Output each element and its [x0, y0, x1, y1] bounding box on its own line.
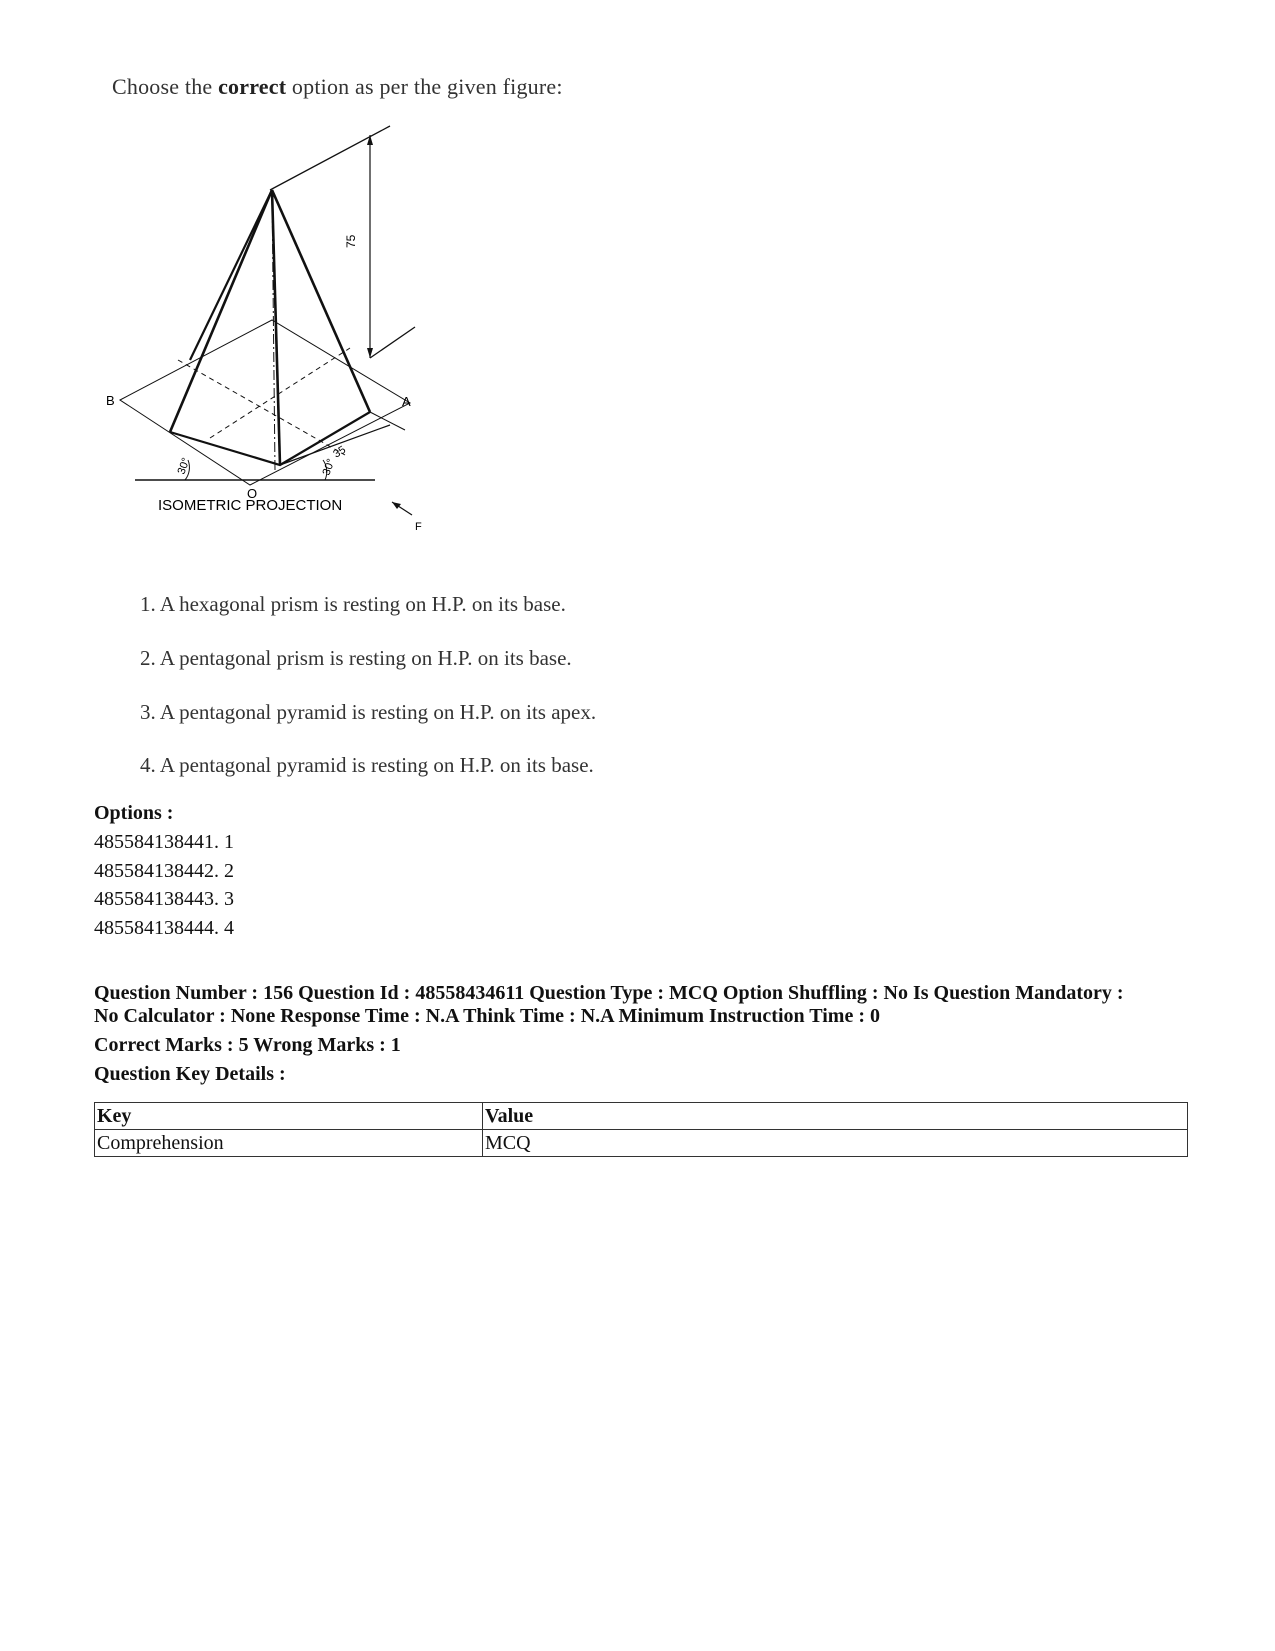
label-b: B: [106, 393, 115, 408]
angle-right: 30°: [320, 457, 338, 478]
option-1: 485584138441. 1: [94, 831, 234, 853]
question-meta-line1: Question Number : 156 Question Id : 48558434611 Question Type : MCQ Option Shuffling : No Is Question Mandatory :: [94, 982, 1124, 1004]
marks-line: Correct Marks : 5 Wrong Marks : 1: [94, 1034, 401, 1056]
option-2: 485584138442. 2: [94, 860, 234, 882]
option-4: 485584138444. 4: [94, 917, 234, 939]
question-meta-line2: No Calculator : None Response Time : N.A Think Time : N.A Minimum Instruction Time : 0: [94, 1005, 880, 1027]
label-f: F: [415, 521, 422, 533]
statement-2: 2. A pentagonal prism is resting on H.P. on its base.: [140, 646, 572, 670]
cell-key: Comprehension: [95, 1130, 483, 1157]
figure-caption: ISOMETRIC PROJECTION: [158, 497, 343, 514]
cell-value: MCQ: [483, 1130, 1188, 1157]
angle-left: 30°: [175, 456, 193, 477]
table-header-row: [95, 1103, 1188, 1130]
question-prompt: Choose the correct option as per the given figure:: [112, 74, 563, 99]
header-key: Key: [95, 1103, 483, 1130]
label-35: 35: [331, 443, 348, 461]
statement-1: 1. A hexagonal prism is resting on H.P. on its base.: [140, 592, 566, 616]
key-details-table: [94, 1102, 1188, 1157]
table-row: [95, 1130, 1188, 1157]
header-value: Value: [483, 1103, 1188, 1130]
options-heading: Options :: [94, 802, 174, 824]
option-3: 485584138443. 3: [94, 888, 234, 910]
prompt-bold: correct: [218, 74, 287, 99]
key-details-heading: Question Key Details :: [94, 1063, 286, 1085]
label-height: 75: [344, 234, 358, 248]
statement-4: 4. A pentagonal pyramid is resting on H.P. on its base.: [140, 753, 594, 777]
label-a: A: [402, 394, 411, 409]
isometric-figure: [100, 120, 460, 560]
statement-3: 3. A pentagonal pyramid is resting on H.P. on its apex.: [140, 700, 597, 724]
label-o: O: [247, 486, 258, 501]
